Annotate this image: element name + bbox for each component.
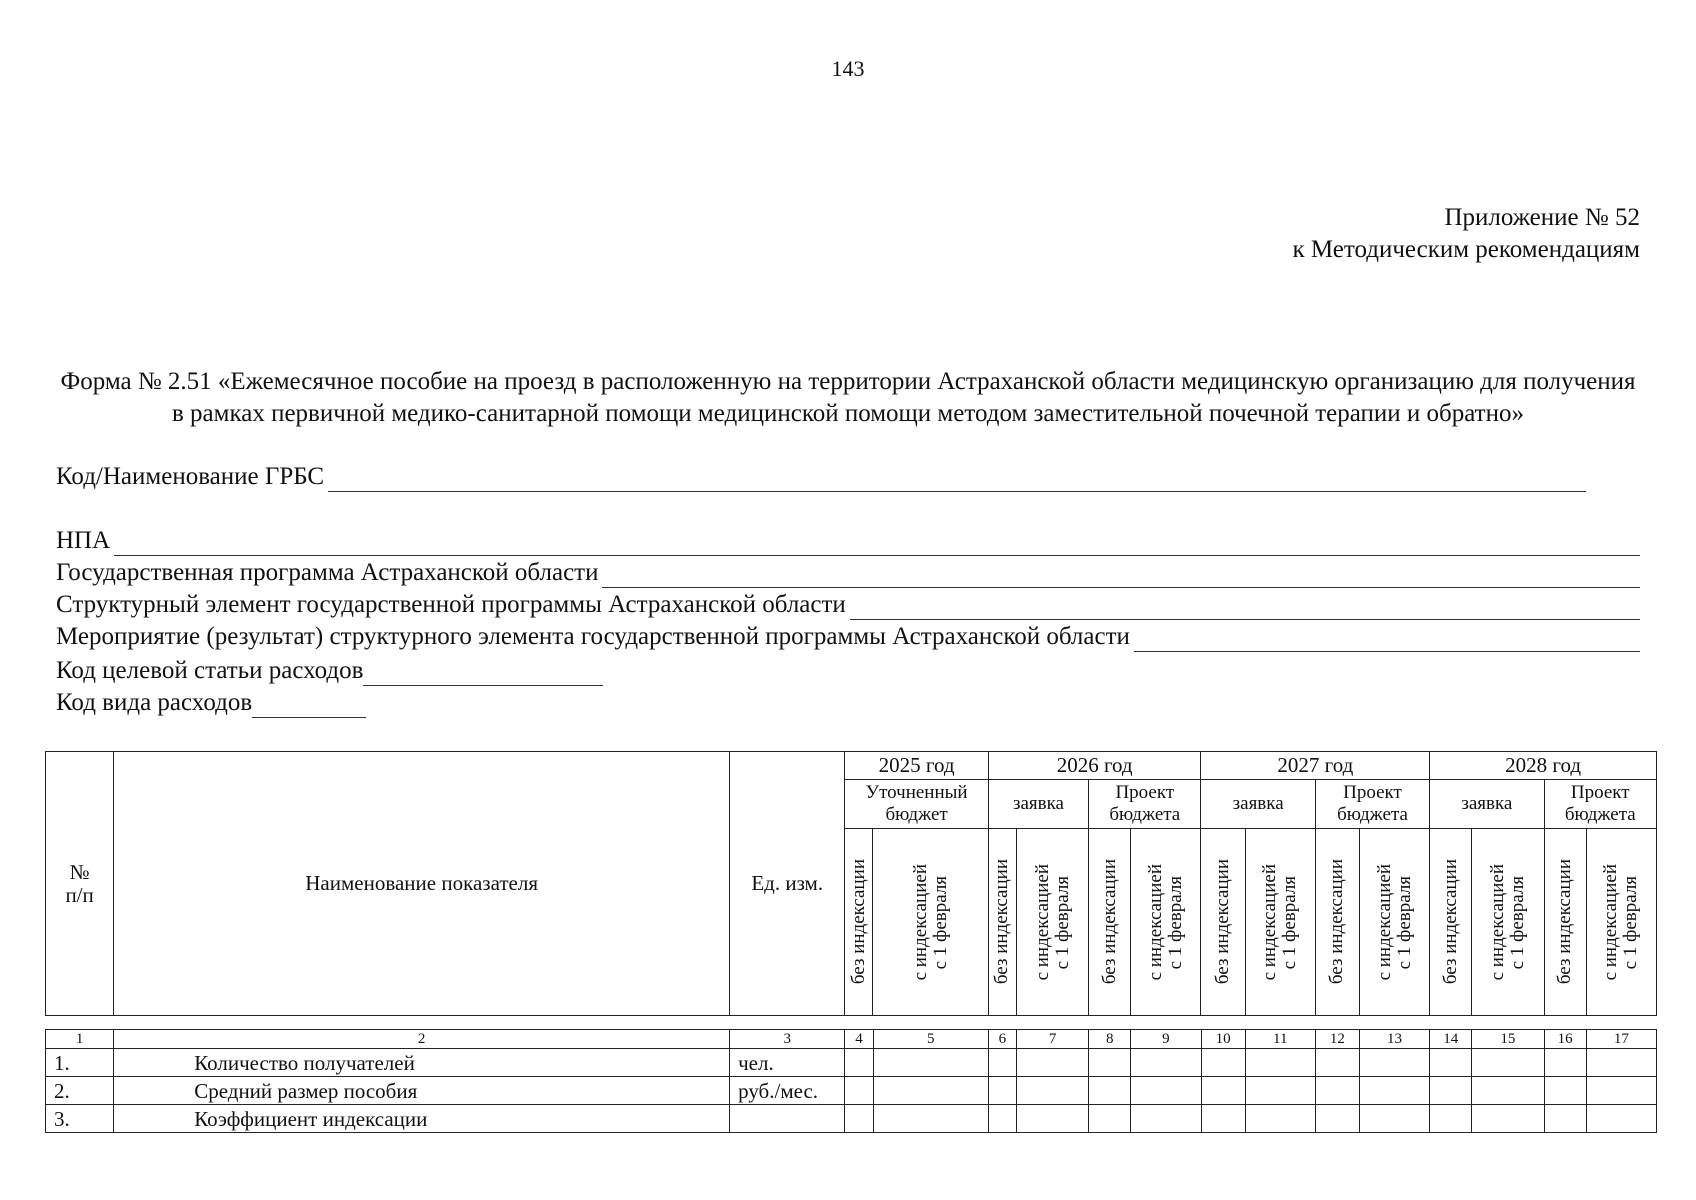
value-cell[interactable] [1430, 1077, 1472, 1105]
value-cell[interactable] [1586, 1077, 1656, 1105]
year-header-2028: 2028 год [1430, 752, 1657, 780]
column-number-cell: 11 [1245, 1030, 1315, 1049]
row-number-cell: 2. [46, 1077, 114, 1105]
value-cell[interactable] [1315, 1105, 1359, 1133]
value-cell[interactable] [845, 1105, 873, 1133]
unit-cell: руб./мес. [730, 1077, 845, 1105]
column-number-cell: 9 [1131, 1030, 1201, 1049]
grbs-field [56, 462, 1640, 492]
sub-header-with-index: с индексацией с 1 февраля [1586, 829, 1656, 1016]
value-cell[interactable] [1586, 1105, 1656, 1133]
sub-header-no-index: без индексации [1315, 829, 1359, 1016]
measure-blank-line[interactable] [1134, 625, 1640, 652]
appendix-header [1292, 202, 1640, 266]
grbs-label: Код/Наименование ГРБС [56, 463, 325, 490]
value-cell[interactable] [1472, 1049, 1544, 1077]
value-cell[interactable] [1089, 1077, 1131, 1105]
table-row [46, 1105, 1657, 1133]
group-header-draft-2026: Проект бюджета [1089, 780, 1201, 829]
sub-header-with-index: с индексацией с 1 февраля [1359, 829, 1429, 1016]
value-cell[interactable] [1315, 1077, 1359, 1105]
value-cell[interactable] [1315, 1049, 1359, 1077]
value-cell[interactable] [1245, 1049, 1315, 1077]
column-number-cell: 14 [1430, 1030, 1472, 1049]
column-number-cell: 15 [1472, 1030, 1544, 1049]
unit-cell: чел. [730, 1049, 845, 1077]
grbs-blank-line[interactable] [328, 465, 1586, 492]
npa-blank-line[interactable] [114, 529, 1640, 556]
value-cell[interactable] [1430, 1049, 1472, 1077]
group-header-request-2028: заявка [1430, 780, 1544, 829]
struct-element-blank-line[interactable] [850, 593, 1640, 620]
value-cell[interactable] [1089, 1049, 1131, 1077]
form-table-body [45, 1029, 1657, 1133]
gos-program-blank-line[interactable] [602, 561, 1640, 588]
value-cell[interactable] [1359, 1049, 1429, 1077]
column-number-cell: 4 [845, 1030, 873, 1049]
value-cell[interactable] [1201, 1077, 1245, 1105]
indicator-name-cell: Коэффициент индексации [114, 1105, 730, 1133]
value-cell[interactable] [1016, 1077, 1088, 1105]
npa-label: НПА [56, 527, 111, 554]
expense-code-field [56, 688, 1640, 718]
sub-header-with-index: с индексацией с 1 февраля [1472, 829, 1544, 1016]
value-cell[interactable] [1245, 1077, 1315, 1105]
table-row [46, 1049, 1657, 1077]
value-cell[interactable] [1544, 1105, 1586, 1133]
value-cell[interactable] [988, 1105, 1016, 1133]
value-cell[interactable] [845, 1077, 873, 1105]
column-number-cell: 6 [988, 1030, 1016, 1049]
column-number-cell: 17 [1586, 1030, 1656, 1049]
struct-element-field [56, 590, 1640, 620]
indicator-name-cell: Средний размер пособия [114, 1077, 730, 1105]
year-header-2025: 2025 год [845, 752, 988, 780]
sub-header-no-index: без индексации [988, 829, 1016, 1016]
column-number-row [46, 1030, 1657, 1049]
column-number-cell: 16 [1544, 1030, 1586, 1049]
value-cell[interactable] [1089, 1105, 1131, 1133]
value-cell[interactable] [988, 1077, 1016, 1105]
year-header-2027: 2027 год [1201, 752, 1430, 780]
row-number-cell: 1. [46, 1049, 114, 1077]
value-cell[interactable] [1472, 1077, 1544, 1105]
column-number-cell: 7 [1016, 1030, 1088, 1049]
measure-label: Мероприятие (результат) структурного элемента государственной программы Астраханской области [56, 623, 1130, 650]
gos-program-field [56, 558, 1640, 588]
value-cell[interactable] [1544, 1049, 1586, 1077]
appendix-reference: к Методическим рекомендациям [1292, 236, 1640, 263]
value-cell[interactable] [1245, 1105, 1315, 1133]
value-cell[interactable] [1016, 1049, 1088, 1077]
sub-header-no-index: без индексации [845, 829, 873, 1016]
col-header-unit: Ед. изм. [730, 752, 845, 1016]
value-cell[interactable] [1131, 1077, 1201, 1105]
target-code-label: Код целевой статьи расходов [56, 657, 364, 684]
gos-program-label: Государственная программа Астраханской области [56, 559, 599, 586]
col-header-name: Наименование показателя [114, 752, 730, 1016]
value-cell[interactable] [1544, 1077, 1586, 1105]
value-cell[interactable] [873, 1077, 988, 1105]
group-header-refined-2025: Уточненный бюджет [845, 780, 988, 829]
target-code-field [56, 656, 1640, 686]
column-number-cell: 10 [1201, 1030, 1245, 1049]
sub-header-no-index: без индексации [1430, 829, 1472, 1016]
value-cell[interactable] [1016, 1105, 1088, 1133]
value-cell[interactable] [1586, 1049, 1656, 1077]
group-header-request-2026: заявка [988, 780, 1088, 829]
indicator-name-cell: Количество получателей [114, 1049, 730, 1077]
measure-field [56, 622, 1640, 652]
value-cell[interactable] [1131, 1105, 1201, 1133]
sub-header-with-index: с индексацией с 1 февраля [1245, 829, 1315, 1016]
form-table-header [45, 751, 1657, 1016]
column-number-cell: 2 [114, 1030, 730, 1049]
expense-code-label: Код вида расходов [56, 689, 253, 716]
sub-header-with-index: с индексацией с 1 февраля [873, 829, 988, 1016]
page-number: 143 [831, 56, 865, 81]
value-cell[interactable] [845, 1049, 873, 1077]
form-title: Форма № 2.51 «Ежемесячное пособие на проезд в расположенную на территории Астраханской области медицинскую организацию для получения в рамках первичной медико-санитарной помощи медицинской помощи методом заместительной почечной терапии и обратно» [60, 368, 1636, 427]
table-row [46, 1077, 1657, 1105]
group-header-draft-2027: Проект бюджета [1315, 780, 1429, 829]
column-number-cell: 1 [46, 1030, 114, 1049]
value-cell[interactable] [873, 1105, 988, 1133]
group-header-draft-2028: Проект бюджета [1544, 780, 1656, 829]
sub-header-no-index: без индексации [1544, 829, 1586, 1016]
value-cell[interactable] [1359, 1105, 1429, 1133]
sub-header-with-index: с индексацией с 1 февраля [1131, 829, 1201, 1016]
column-number-cell: 12 [1315, 1030, 1359, 1049]
column-number-cell: 3 [730, 1030, 845, 1049]
sub-header-no-index: без индексации [1201, 829, 1245, 1016]
value-cell[interactable] [1131, 1049, 1201, 1077]
value-cell[interactable] [988, 1049, 1016, 1077]
column-number-cell: 13 [1359, 1030, 1429, 1049]
unit-cell [730, 1105, 845, 1133]
sub-header-with-index: с индексацией с 1 февраля [1016, 829, 1088, 1016]
value-cell[interactable] [1201, 1105, 1245, 1133]
year-header-2026: 2026 год [988, 752, 1201, 780]
column-number-cell: 8 [1089, 1030, 1131, 1049]
col-header-num: № п/п [46, 752, 114, 1016]
value-cell[interactable] [873, 1049, 988, 1077]
value-cell[interactable] [1359, 1077, 1429, 1105]
column-number-cell: 5 [873, 1030, 988, 1049]
sub-header-no-index: без индексации [1089, 829, 1131, 1016]
value-cell[interactable] [1430, 1105, 1472, 1133]
value-cell[interactable] [1201, 1049, 1245, 1077]
struct-element-label: Структурный элемент государственной программы Астраханской области [56, 591, 846, 618]
group-header-request-2027: заявка [1201, 780, 1315, 829]
value-cell[interactable] [1472, 1105, 1544, 1133]
appendix-number: Приложение № 52 [1444, 204, 1640, 231]
npa-field [56, 526, 1640, 556]
expense-code-blank-line[interactable] [252, 691, 366, 718]
row-number-cell: 3. [46, 1105, 114, 1133]
target-code-blank-line[interactable] [363, 659, 603, 686]
